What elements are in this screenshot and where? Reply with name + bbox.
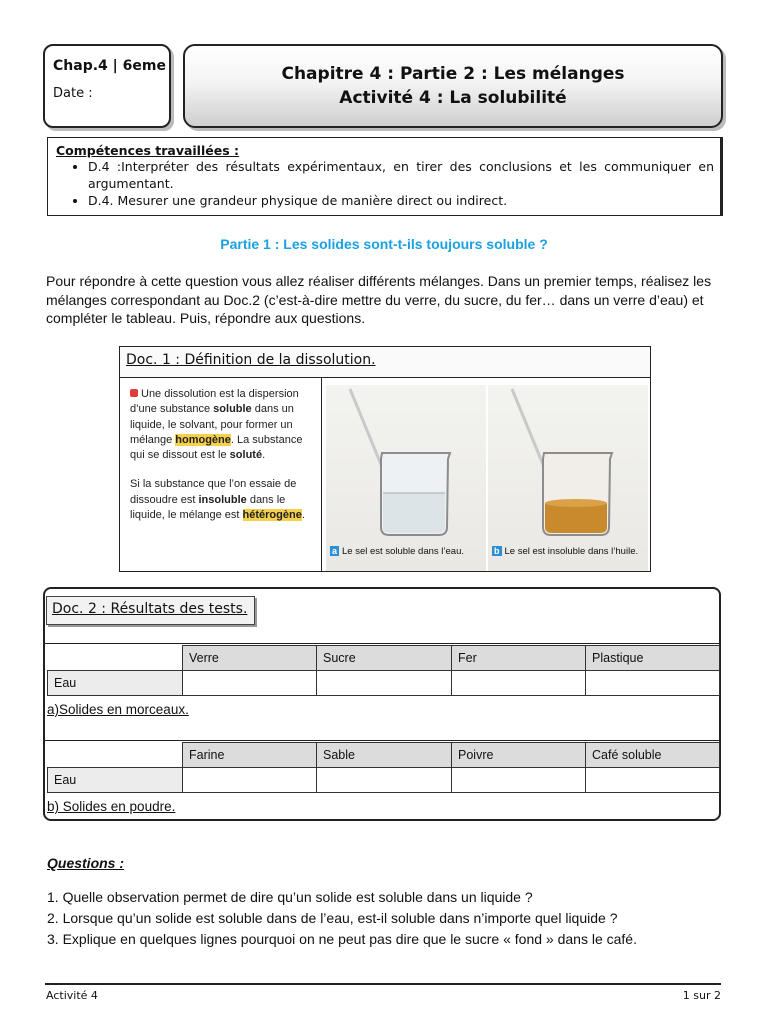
photo-b-caption: b Le sel est insoluble dans l’huile. [494, 546, 639, 557]
beaker-oil-icon [488, 385, 648, 571]
page-number: 1 sur 2 [682, 989, 721, 1002]
doc1-header [120, 347, 650, 378]
table-header-cell: Café soluble [586, 743, 720, 768]
doc1-title: Doc. 1 : Définition de la dissolution. [126, 352, 376, 368]
bullet-square-icon [130, 389, 138, 397]
table-corner [48, 646, 183, 671]
questions-list [47, 887, 637, 950]
definition-paragraph-1: Une dissolution est la dispersion d’une substance soluble dans un liquide, le solvant, pour former un mélange homogène. La substance qui se dissout est le soluté. [130, 388, 303, 462]
questions-title: Questions : [47, 855, 125, 871]
doc1-panel [119, 346, 651, 572]
definition-paragraph-2: Si la substance que l’on essaie de dissoudre est insoluble dans le liquide, le mélange est hétérogène. [130, 478, 305, 522]
table-header-cell: Fer [452, 646, 586, 671]
chapter-label: Chap.4 | 6eme [53, 58, 166, 74]
table1-caption: a)Solides en morceaux. [47, 702, 189, 717]
competences-list [56, 158, 714, 209]
table-header-cell: Farine [183, 743, 317, 768]
table-row-label: Eau [48, 768, 183, 793]
footer-rule [45, 983, 721, 985]
table-header-cell: Verre [183, 646, 317, 671]
photo-salt-water [326, 385, 486, 571]
intro-paragraph: Pour répondre à cette question vous allez réaliser différents mélanges. Dans un premier temps, réalisez les mélanges correspondant au Doc.2 (c’est-à-dire mettre du verre, du sucre, du fer… dans un verre d’eau) et compléter le tableau. Puis, répondre aux questions. [46, 273, 712, 326]
answer-cell[interactable] [317, 768, 452, 793]
definition-text [130, 387, 312, 523]
date-label: Date : [53, 86, 93, 101]
answer-cell[interactable] [452, 768, 586, 793]
table-row-label: Eau [48, 671, 183, 696]
page-subtitle: Activité 4 : La solubilité [339, 88, 567, 108]
answer-cell[interactable] [586, 671, 720, 696]
photo-a-caption: a Le sel est soluble dans l’eau. [332, 546, 465, 557]
table-corner [48, 743, 183, 768]
table-header-cell: Sucre [317, 646, 452, 671]
results-table-2 [47, 742, 720, 793]
title-box [183, 44, 723, 128]
competence-item: • D.4 :Interpréter des résultats expérimentaux, en tirer des conclusions et les communiquer en argumentant. [88, 158, 714, 192]
table-header-cell: Poivre [452, 743, 586, 768]
page-title: Chapitre 4 : Partie 2 : Les mélanges [281, 64, 625, 84]
answer-cell[interactable] [452, 671, 586, 696]
question-item: 1. Quelle observation permet de dire qu’un solide est soluble dans un liquide ? [47, 889, 533, 905]
table-header-cell: Plastique [586, 646, 720, 671]
doc1-divider [321, 377, 322, 571]
table-row [48, 768, 720, 793]
doc2-rule [43, 740, 721, 741]
competences-box [47, 137, 723, 216]
competence-item: • D.4. Mesurer une grandeur physique de manière direct ou indirect. [88, 192, 714, 209]
answer-cell[interactable] [317, 671, 452, 696]
photo-salt-oil [488, 385, 648, 571]
competences-title: Compétences travaillées : [56, 143, 240, 158]
doc2-rule [43, 643, 721, 644]
footer-left: Activité 4 [46, 989, 98, 1002]
answer-cell[interactable] [183, 671, 317, 696]
question-item: 2. Lorsque qu’un solide est soluble dans de l’eau, est-il soluble dans n’importe quel liquide ? [47, 910, 618, 926]
beaker-water-icon [326, 385, 486, 571]
answer-cell[interactable] [586, 768, 720, 793]
question-item: 3. Explique en quelques lignes pourquoi on ne peut pas dire que le sucre « fond » dans le café. [47, 931, 637, 947]
chapter-box [43, 44, 171, 128]
doc2-title-box [46, 596, 255, 625]
table-row [48, 671, 720, 696]
doc2-title: Doc. 2 : Résultats des tests. [52, 601, 248, 617]
answer-cell[interactable] [183, 768, 317, 793]
table-header-cell: Sable [317, 743, 452, 768]
table-header-row [48, 646, 720, 671]
table2-caption: b) Solides en poudre. [47, 799, 176, 814]
table-header-row [48, 743, 720, 768]
results-table-1 [47, 645, 720, 696]
partie1-title: Partie 1 : Les solides sont-t-ils toujours soluble ? [220, 236, 548, 252]
